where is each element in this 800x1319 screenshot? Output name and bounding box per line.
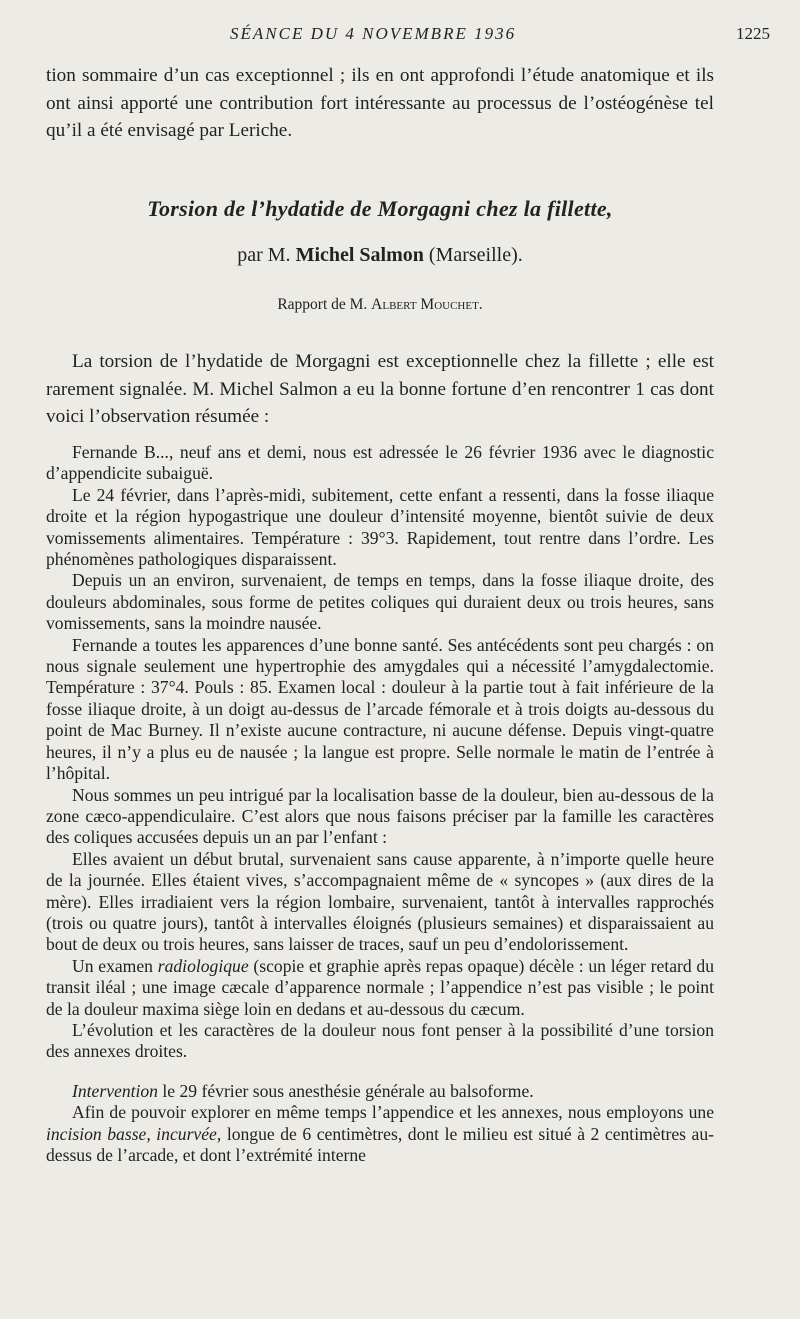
intervention-after: le 29 février sous anesthésie générale au balsoforme. bbox=[162, 1080, 534, 1101]
running-title: SÉANCE DU 4 NOVEMBRE 1936 bbox=[230, 24, 517, 43]
report-author: Albert Mouchet. bbox=[371, 296, 483, 313]
intervention-paragraph bbox=[46, 1081, 714, 1102]
evolution-paragraph: L’évolution et les caractères de la douleur nous font penser à la possibilité d’une torsion des annexes droites. bbox=[46, 1019, 714, 1062]
radiology-before: Un examen bbox=[72, 955, 153, 976]
observation-paragraph: Fernande a toutes les apparences d’une bonne santé. Ses antécédents sont peu chargés : on nous signale seulement une hypertrophie des amygdales qui a nécessité l’amygdalectomie. Température : 37°4. Pouls : 85. Examen local : douleur à la partie tout à fait inférieure de la fosse iliaque droite, à un doigt au-dessus de l’arcade fémorale et à trois doigts au-dessous du point de Mac Burney. Il n’existe aucune contracture, ni aucune défense. Depuis vingt-quatre heures, il n’y a plus eu de nausée ; la langue est propre. Selle normale le matin de l’entrée à l’hôpital. bbox=[46, 634, 714, 784]
observation-block bbox=[46, 442, 714, 1166]
radiology-after: (scopie et graphie après repas opaque) décèle : un léger retard du transit iléal ; une image cæcale d’apparence normale ; l’appendice n’est pas visible ; le point de la douleur maxima siège loin en dedans et au-dessous du cæcum. bbox=[46, 955, 715, 1019]
intervention-italic: Intervention bbox=[72, 1080, 158, 1101]
incision-italic: incision basse, incurvée, bbox=[46, 1123, 222, 1144]
radiology-italic: radiologique bbox=[157, 955, 249, 976]
incision-part1: Afin de pouvoir explorer en même temps l’appendice et les annexes, nous employons une bbox=[72, 1102, 714, 1123]
intro-paragraph-block bbox=[46, 62, 714, 145]
observation-paragraph: Depuis un an environ, survenaient, de temps en temps, dans la fosse iliaque droite, des douleurs abdominales, sous forme de petites coliques qui duraient deux ou trois heures, sans vomissements, sans la moindre nausée. bbox=[46, 570, 714, 634]
observation-paragraph: Nous sommes un peu intrigué par la localisation basse de la douleur, bien au-dessous de la zone cæco-appendiculaire. C’est alors que nous faisons préciser par la famille les caractères des coliques accusées depuis un an par l’enfant : bbox=[46, 784, 714, 848]
observation-paragraph: Le 24 février, dans l’après-midi, subitement, cette enfant a ressenti, dans la fosse iliaque droite et la région hypogastrique une douleur d’intensité moyenne, bientôt suivie de deux vomissements alimentaires. Température : 39°3. Rapidement, tout rentre dans l’ordre. Les phénomènes pathologiques disparaissent. bbox=[46, 484, 714, 570]
lead-paragraph-block bbox=[46, 348, 714, 431]
page-number: 1225 bbox=[736, 24, 770, 43]
report-prefix: Rapport de M. bbox=[277, 296, 368, 313]
radiology-paragraph bbox=[46, 956, 714, 1020]
report-line bbox=[46, 296, 714, 314]
author-prefix: par M. bbox=[237, 244, 291, 266]
observation-paragraph: Fernande B..., neuf ans et demi, nous est adressée le 26 février 1936 avec le diagnostic d’appendicite subaiguë. bbox=[46, 442, 714, 484]
incision-part2: longue de 6 centimètres, dont le milieu est situé à 2 centimètres au-dessus de l’arcade, et dont l’extrémité interne bbox=[46, 1123, 714, 1165]
article-title: Torsion de l’hydatide de Morgagni chez la fillette, bbox=[147, 196, 613, 221]
article-author bbox=[46, 244, 714, 267]
author-name: Michel Salmon bbox=[295, 244, 424, 266]
lead-paragraph: La torsion de l’hydatide de Morgagni est exceptionnelle chez la fillette ; elle est rarement signalée. M. Michel Salmon a eu la bonne fortune d’en rencontrer 1 cas dont voici l’observation résumée : bbox=[46, 351, 714, 427]
author-place: (Marseille). bbox=[428, 244, 523, 266]
intro-paragraph: tion sommaire d’un cas exceptionnel ; ils en ont approfondi l’étude anatomique et ils ont ainsi apporté une contribution fort intéressante au processus de l’ostéogénèse tel qu’il a été envisagé par Leriche. bbox=[46, 65, 714, 141]
observation-paragraph: Elles avaient un début brutal, survenaient sans cause apparente, à n’importe quelle heure de la journée. Elles étaient vives, s’accompagnaient même de « syncopes » (aux dires de la mère). Elles irradiaient vers la région lombaire, survenaient, tantôt à intervalles rapprochés (trois ou quatre jours), tantôt à intervalles éloignés (plusieurs semaines) et disparaissaient au bout de deux ou trois heures, sans laisser de traces, sauf un peu d’endolorissement. bbox=[46, 848, 714, 955]
incision-paragraph bbox=[46, 1102, 714, 1166]
running-head bbox=[44, 24, 770, 44]
